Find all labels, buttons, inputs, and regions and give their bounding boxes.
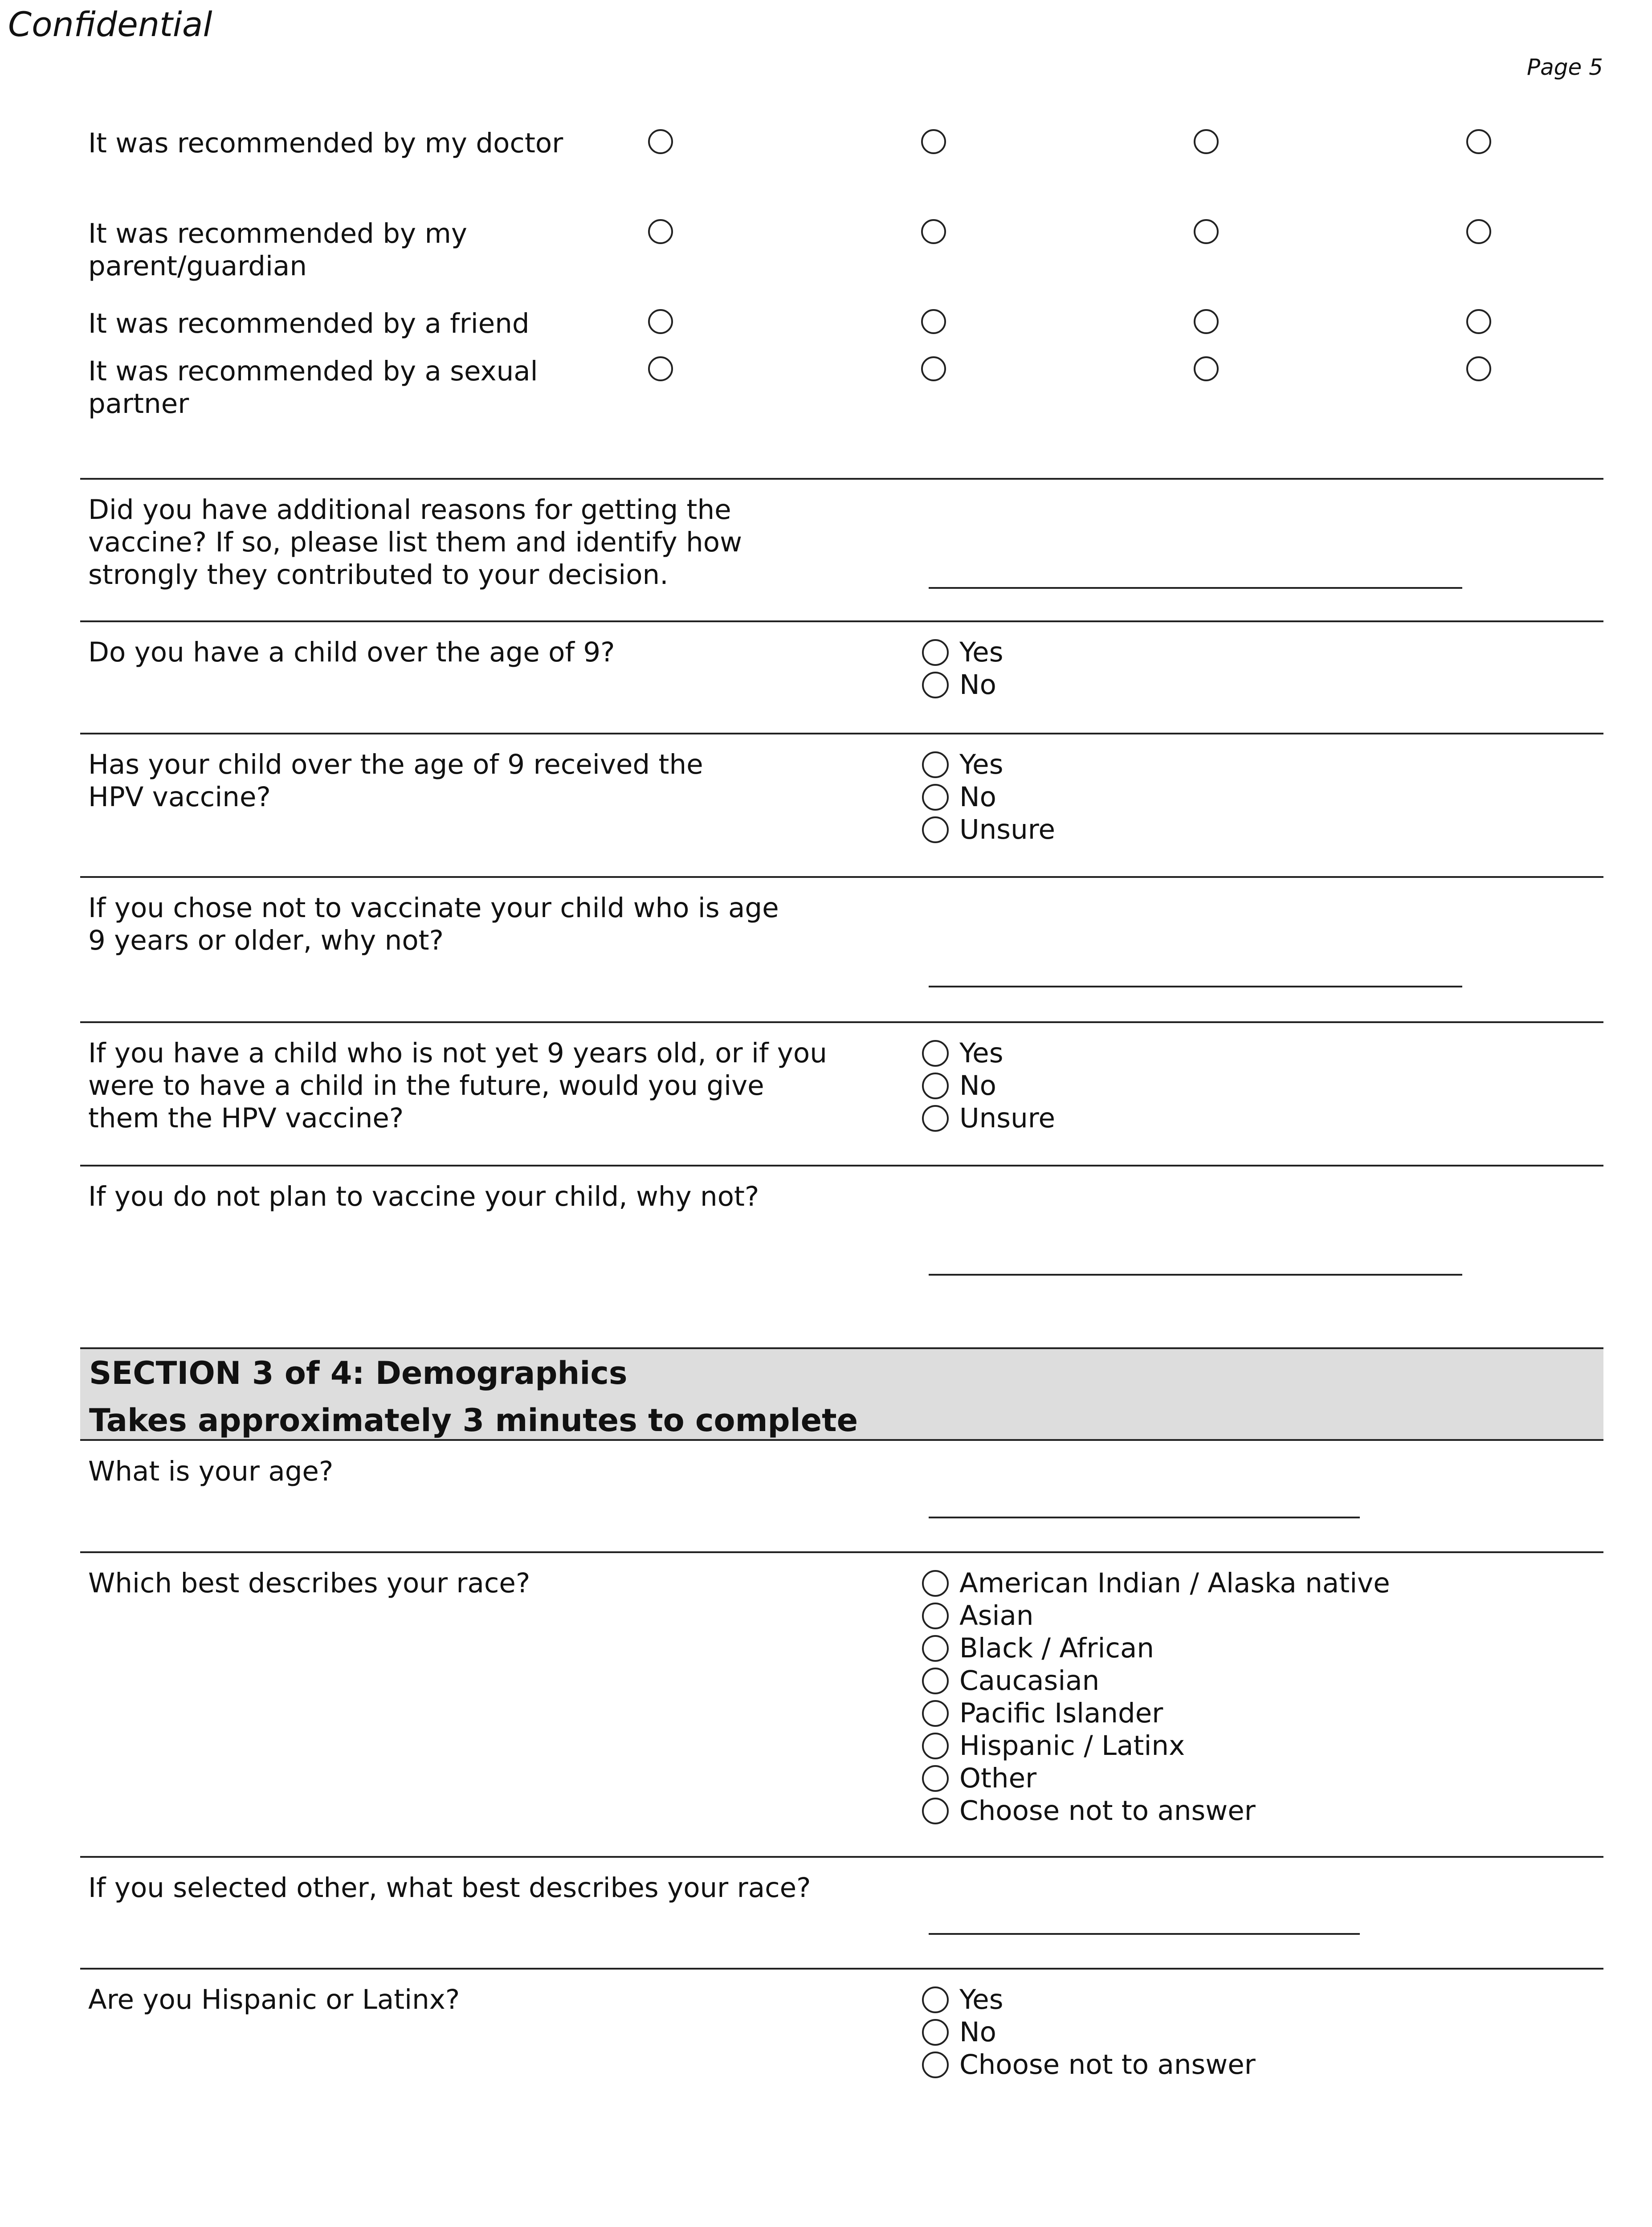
matrix-radio-doctor-4[interactable] [1466,129,1491,154]
matrix-radio-partner-4[interactable] [1466,356,1491,381]
option-asian[interactable] [922,1599,1390,1632]
option-label: Choose not to answer [959,2049,1256,2080]
matrix-radio-doctor-1[interactable] [648,129,673,154]
option-yes[interactable] [922,636,1003,669]
question-child-over-9: Do you have a child over the age of 9? [88,636,615,668]
section-title: SECTION 3 of 4: Demographics [89,1355,628,1391]
radio-circle[interactable] [922,1700,949,1727]
radio-circle[interactable] [922,1798,949,1824]
matrix-radio-partner-3[interactable] [1194,356,1219,381]
option-label: No [959,2016,996,2048]
section-subtitle: Takes approximately 3 minutes to complete [89,1402,858,1439]
radio-circle[interactable] [922,1073,949,1099]
question-hispanic: Are you Hispanic or Latinx? [88,1984,460,2015]
radio-circle[interactable] [922,816,949,843]
page-number: Page 5 [1527,54,1603,80]
option-label: No [959,1070,996,1101]
divider [80,1856,1603,1858]
option-black[interactable] [922,1632,1390,1664]
option-yes[interactable] [922,1037,1055,1069]
matrix-radio-parent-2[interactable] [921,219,946,244]
radio-circle[interactable] [922,1986,949,2013]
radio-circle[interactable] [922,1570,949,1597]
option-unsure[interactable] [922,1102,1055,1134]
no-plan-why-input[interactable] [929,1274,1462,1276]
option-no[interactable] [922,781,1055,813]
option-label: Asian [959,1600,1034,1632]
section-header [80,1347,1603,1441]
radio-circle[interactable] [922,1668,949,1694]
option-unsure[interactable] [922,813,1055,846]
matrix-row-label-partner: It was recommended by a sexual partner [88,355,538,420]
option-label: Unsure [959,1102,1056,1134]
option-label: Other [959,1762,1037,1794]
hispanic-options [922,1983,1256,2081]
matrix-radio-doctor-3[interactable] [1194,129,1219,154]
radio-circle[interactable] [922,2019,949,2046]
option-hispanic[interactable] [922,1729,1390,1762]
child-over-9-options [922,636,1003,701]
question-age: What is your age? [88,1456,334,1487]
matrix-radio-friend-3[interactable] [1194,309,1219,334]
radio-circle[interactable] [922,1635,949,1662]
option-label: Choose not to answer [959,1795,1256,1827]
future-child-options [922,1037,1055,1134]
divider [80,1021,1603,1023]
option-label: Caucasian [959,1665,1100,1697]
radio-circle[interactable] [922,2052,949,2078]
option-label: Hispanic / Latinx [959,1730,1185,1762]
matrix-row-label-doctor: It was recommended by my doctor [88,127,563,159]
option-american-indian[interactable] [922,1567,1390,1599]
option-label: Yes [959,749,1003,780]
radio-circle[interactable] [922,639,949,666]
matrix-radio-doctor-2[interactable] [921,129,946,154]
matrix-radio-partner-1[interactable] [648,356,673,381]
confidential-label: Confidential [8,4,212,44]
option-yes[interactable] [922,748,1055,781]
matrix-row-label-friend: It was recommended by a friend [88,308,530,339]
age-input[interactable] [929,1517,1360,1518]
radio-circle[interactable] [922,784,949,811]
option-label: American Indian / Alaska native [959,1567,1390,1599]
option-no[interactable] [922,2016,1256,2048]
option-choose-not[interactable] [922,1795,1390,1827]
question-why-not-vaccinate: If you chose not to vaccinate your child who is age 9 years or older, why not? [88,892,779,956]
matrix-radio-parent-3[interactable] [1194,219,1219,244]
option-label: Yes [959,1984,1003,2015]
option-no[interactable] [922,1069,1055,1102]
option-yes[interactable] [922,1983,1256,2016]
why-not-vaccinate-input[interactable] [929,986,1462,987]
matrix-radio-partner-2[interactable] [921,356,946,381]
radio-circle[interactable] [922,1040,949,1067]
matrix-radio-friend-4[interactable] [1466,309,1491,334]
question-additional-reasons: Did you have additional reasons for getting the vaccine? If so, please list them and identify how strongly they contributed to your decision. [88,494,742,591]
matrix-radio-friend-2[interactable] [921,309,946,334]
option-label: Pacific Islander [959,1697,1163,1729]
option-label: No [959,781,996,813]
radio-circle[interactable] [922,751,949,778]
matrix-radio-parent-4[interactable] [1466,219,1491,244]
matrix-radio-parent-1[interactable] [648,219,673,244]
option-no[interactable] [922,669,1003,701]
radio-circle[interactable] [922,1733,949,1759]
divider [80,620,1603,622]
divider [80,1165,1603,1167]
matrix-row-label-parent: It was recommended by my parent/guardian [88,218,467,282]
matrix-radio-friend-1[interactable] [648,309,673,334]
race-options [922,1567,1390,1827]
additional-reasons-input[interactable] [929,587,1462,589]
option-pacific-islander[interactable] [922,1697,1390,1729]
radio-circle[interactable] [922,672,949,698]
option-label: Yes [959,636,1003,668]
radio-circle[interactable] [922,1105,949,1132]
option-label: Unsure [959,814,1056,845]
option-other[interactable] [922,1762,1390,1795]
divider [80,1968,1603,1970]
option-label: No [959,669,996,701]
question-no-plan-why: If you do not plan to vaccine your child, why not? [88,1181,759,1212]
question-race: Which best describes your race? [88,1567,530,1599]
divider [80,478,1603,480]
child-received-options [922,748,1055,846]
option-caucasian[interactable] [922,1664,1390,1697]
radio-circle[interactable] [922,1765,949,1792]
question-child-received: Has your child over the age of 9 received the HPV vaccine? [88,749,703,813]
option-label: Black / African [959,1632,1154,1664]
option-choose-not[interactable] [922,2048,1256,2081]
radio-circle[interactable] [922,1603,949,1629]
question-race-other: If you selected other, what best describes your race? [88,1872,811,1904]
option-label: Yes [959,1037,1003,1069]
race-other-input[interactable] [929,1933,1360,1935]
question-future-child: If you have a child who is not yet 9 years old, or if you were to have a child in the future, would you give them the HPV vaccine? [88,1037,827,1134]
divider [80,876,1603,878]
divider [80,1551,1603,1553]
divider [80,733,1603,734]
